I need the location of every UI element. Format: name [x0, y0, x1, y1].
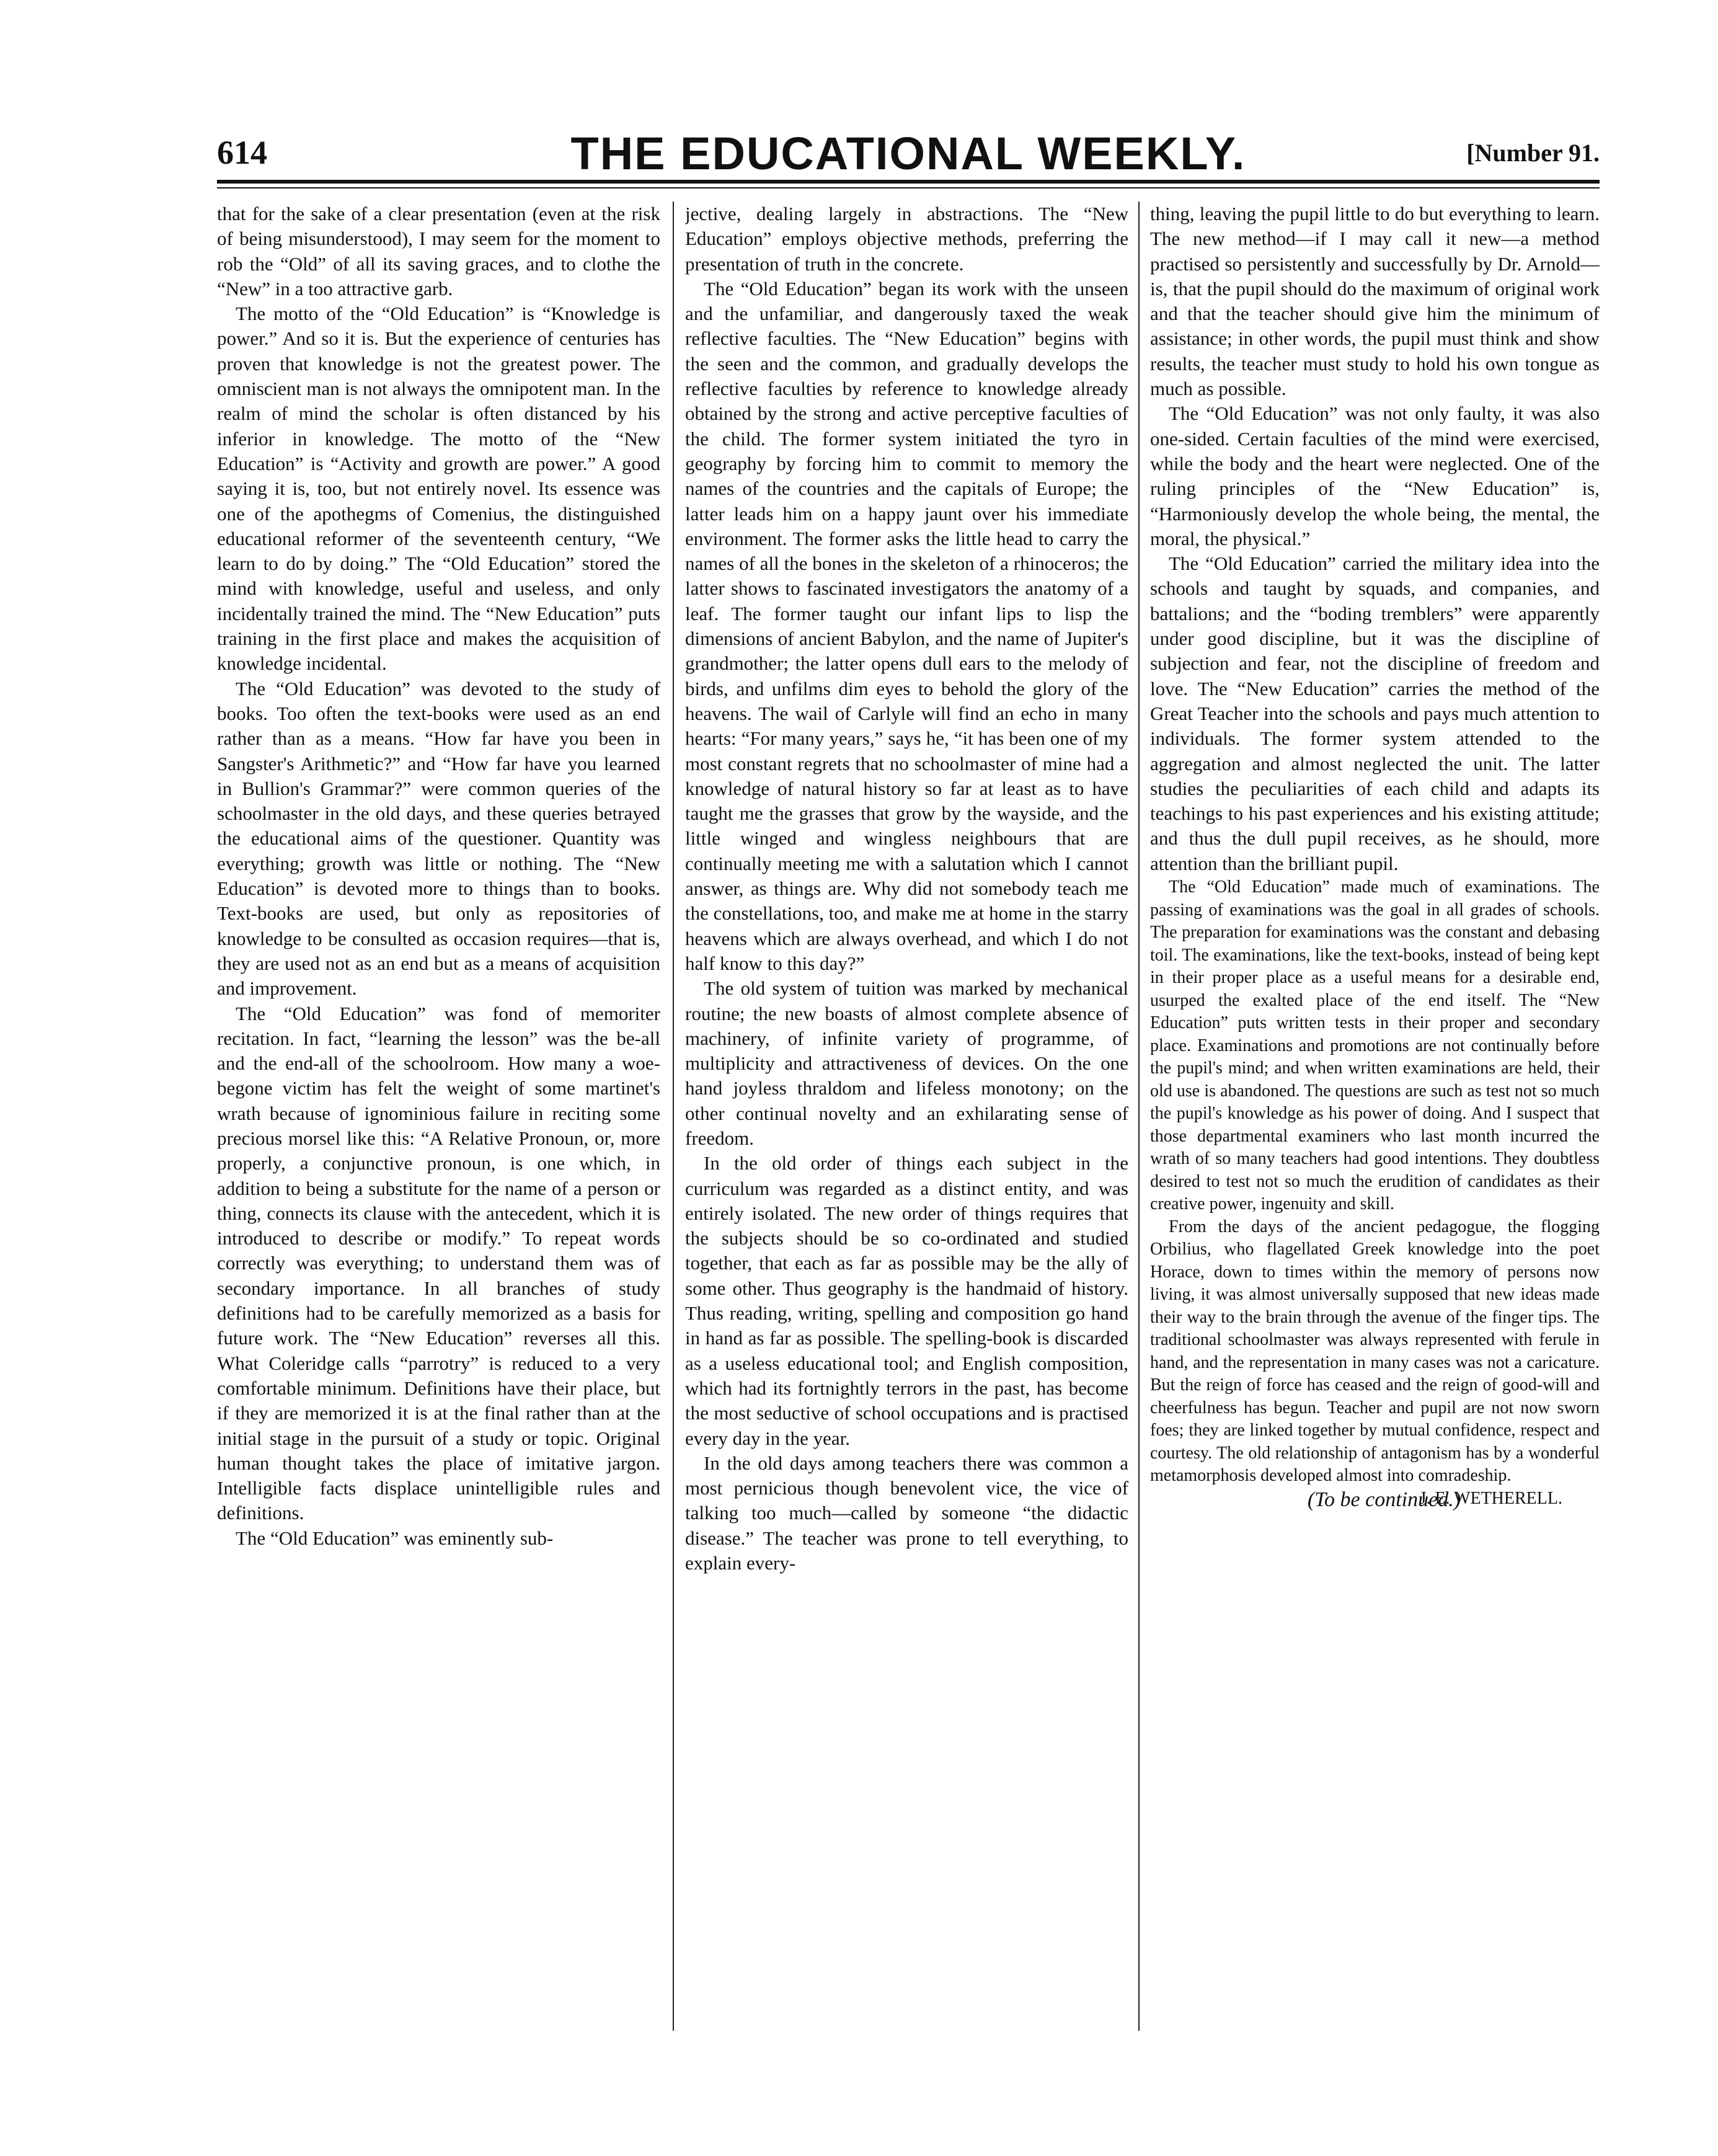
paragraph: The “Old Education” was not only faulty, it was also one-sided. Certain faculties of the mind were exercised, while the body and the heart were neglected. One of the ruling principles of the “New Education” is, “Harmoniously develop the whole being, the mental, the moral, the physical.”: [1150, 402, 1600, 549]
column-divider: [673, 202, 674, 2031]
issue-number: [Number 91.: [1466, 139, 1600, 167]
page-number: 614: [217, 134, 267, 171]
paragraph: that for the sake of a clear presentation (even at the risk of being misunderstood), I may seem for the moment to rob the “Old” of all its saving graces, and to clothe the “New” in a too attractive garb.: [217, 203, 660, 299]
continued-note: (To be continued.): [1307, 1488, 1461, 1511]
paragraph: The “Old Education” carried the military idea into the schools and taught by squads, and companies, and battalions; and the “boding tremblers” were apparently under good discipline, but it was the discipline of subjection and fear, not the discipline of freedom and love. The “New Education” carries the method of the Great Teacher into the schools and pays much attention to individuals. The former system attended to the aggregation and almost neglected the unit. The latter studies the peculiarities of each child and adapts its teachings to his past experiences and his existing attitude; and thus the dull pupil receives, as he should, more attention than the brilliant pupil.: [1150, 552, 1600, 874]
paragraph: In the old days among teachers there was common a most pernicious though benevolent vice, the vice of talking too much—called by someone “the didactic disease.” The teacher was prone to tell everything, to explain every-: [685, 1452, 1128, 1574]
paragraph: jective, dealing largely in abstractions. The “New Education” employs objective methods, preferring the presentation of truth in the concrete.: [685, 203, 1128, 275]
paragraph: The motto of the “Old Education” is “Knowledge is power.” And so it is. But the experience of centuries has proven that knowledge is not the greatest power. The omniscient man is not always the omnipotent man. In the realm of mind the scholar is often distanced by his inferior in knowledge. The motto of the “New Education” is “Activity and growth are power.” A good saying it is, too, but not entirely novel. Its essence was one of the apothegms of Comenius, the distinguished educational reformer of the seventeenth century, “We learn to do by doing.” The “Old Education” stored the mind with knowledge, useful and useless, and only incidentally trained the mind. The “New Education” puts training in the first place and makes the acquisition of knowledge incidental.: [217, 303, 660, 675]
column-3: [1150, 202, 1600, 2031]
paragraph: The old system of tuition was marked by mechanical routine; the new boasts of almost complete absence of machinery, of infinite variety of programme, of multiplicity and attractiveness of devices. On the one hand joyless thraldom and lifeless monotony; on the other continual novelty and an exhilarating sense of freedom.: [685, 977, 1128, 1149]
journal-title: THE EDUCATIONAL WEEKLY.: [570, 128, 1246, 179]
paragraph: thing, leaving the pupil little to do but everything to learn. The new method—if I may call it new—a method practised so persistently and successfully by Dr. Arnold—is, that the pupil should do the maximum of original work and that the teacher should give him the minimum of assistance; in other words, the pupil must think and show results, the teacher must study to hold his own tongue as much as possible.: [1150, 203, 1600, 400]
column-1: [217, 202, 660, 2031]
author-signature: J. E. WETHERELL.: [1419, 1488, 1562, 1508]
paragraph: In the old order of things each subject in the curriculum was regarded as a distinct entity, and was entirely isolated. The new order of things requires that the subjects should be so co-ordinated and studied together, that each as far as possible may be the ally of some other. Thus geography is the handmaid of history. Thus reading, writing, spelling and composition go hand in hand as far as possible. The spelling-book is discarded as a useless educational tool; and English composition, which had its fortnightly terrors in the past, has become the most seductive of school occupations and is practised every day in the year.: [685, 1152, 1128, 1449]
paragraph: The “Old Education” made much of examinations. The passing of examinations was the goal in all grades of schools. The preparation for examinations was the constant and debasing toil. The examinations, like the text-books, instead of being kept in their proper place as a useful means for a desirable end, usurped the exalted place of the end itself. The “New Education” puts written tests in their proper and secondary place. Examinations and promotions are not continually before the pupil's mind; and when written examinations are held, their old use is abandoned. The questions are such as test not so much the pupil's knowledge as his power of doing. And I suspect that those departmental examiners who last month incurred the wrath of so many teachers had good intentions. They doubtless desired to test not so much the erudition of candidates as their creative power, ingenuity and skill.: [1150, 877, 1600, 1214]
article-body: [217, 202, 1600, 2031]
paragraph: The “Old Education” was fond of memoriter recitation. In fact, “learning the lesson” was the be-all and the end-all of the schoolroom. How many a woe-begone victim has felt the weight of some martinet's wrath because of ignominious failure in reciting some precious morsel like this: “A Relative Pronoun, or, more properly, a conjunctive pronoun, is one which, in addition to being a substitute for the name of a person or thing, connects its clause with the antecedent, which it is introduced to describe or modify.” To repeat words correctly was everything; to understand them was of secondary importance. In all branches of study definitions had to be carefully memorized as a basis for future work. The “New Education” reverses all this. What Coleridge calls “parrotry” is reduced to a very comfortable minimum. Definitions have their place, but if they are memorized it is at the final rather than at the initial stage in the pursuit of a study or topic. Original human thought takes the place of imitative jargon. Intelligible facts displace unintelligible rules and definitions.: [217, 1002, 660, 1524]
header-rule-thin: [217, 187, 1600, 189]
column-2: [685, 202, 1128, 2031]
header-rule: [217, 180, 1600, 184]
paragraph: The “Old Education” began its work with the unseen and the unfamiliar, and dangerously taxed the weak reflective faculties. The “New Education” begins with the seen and the common, and gradually develops the reflective faculties by reference to knowledge already obtained by the strong and active perceptive faculties of the child. The former system initiated the tyro in geography by forcing him to commit to memory the names of the countries and the capitals of Europe; the latter leads him on a happy jaunt over his immediate environment. The former asks the little head to carry the names of all the bones in the skeleton of a rhinoceros; the latter shows to fascinated investigators the anatomy of a leaf. The former taught our infant lips to lisp the dimensions of ancient Babylon, and the name of Jupiter's grandmother; the latter opens dull ears to the melody of birds, and unfilms dim eyes to behold the glory of the heavens. The wail of Carlyle will find an echo in many hearts: “For many years,” says he, “it has been one of my most constant regrets that no schoolmaster of mine had a knowledge of natural history so far at least as to have taught me the grasses that grow by the wayside, and the little winged and wingless neighbours that are continually meeting me with a salutation which I cannot answer, as things are. Why did not somebody teach me the constellations, too, and make me at home in the starry heavens which are always overhead, and which I do not half know to this day?”: [685, 277, 1128, 974]
paragraph: From the days of the ancient pedagogue, the flogging Orbilius, who flagellated Greek knowledge into the poet Horace, down to times within the memory of persons now living, it was almost universally supposed that new ideas made their way to the brain through the avenue of the finger tips. The traditional schoolmaster was always represented with ferule in hand, and the representation in many cases was not a caricature. But the reign of force has ceased and the reign of good-will and cheerfulness has begun. Teacher and pupil are not now sworn foes; they are linked together by mutual confidence, respect and courtesy. The old relationship of antagonism has by a wonderful metamorphosis developed almost into comradeship.: [1150, 1217, 1600, 1486]
column-divider: [1138, 202, 1140, 2031]
paragraph: The “Old Education” was eminently sub-: [236, 1527, 554, 1549]
paragraph: The “Old Education” was devoted to the study of books. Too often the text-books were used as an end rather than as a means. “How far have you been in Sangster's Arithmetic?” and “How far have you learned in Bullion's Grammar?” were common queries of the schoolmaster in the old days, and these queries betrayed the educational aims of the questioner. Quantity was everything; growth was little or nothing. The “New Education” is devoted more to things than to books. Text-books are used, but only as repositories of knowledge to be consulted as occasion requires—that is, they are used not as an end but as a means of acquisition and improvement.: [217, 677, 660, 1000]
